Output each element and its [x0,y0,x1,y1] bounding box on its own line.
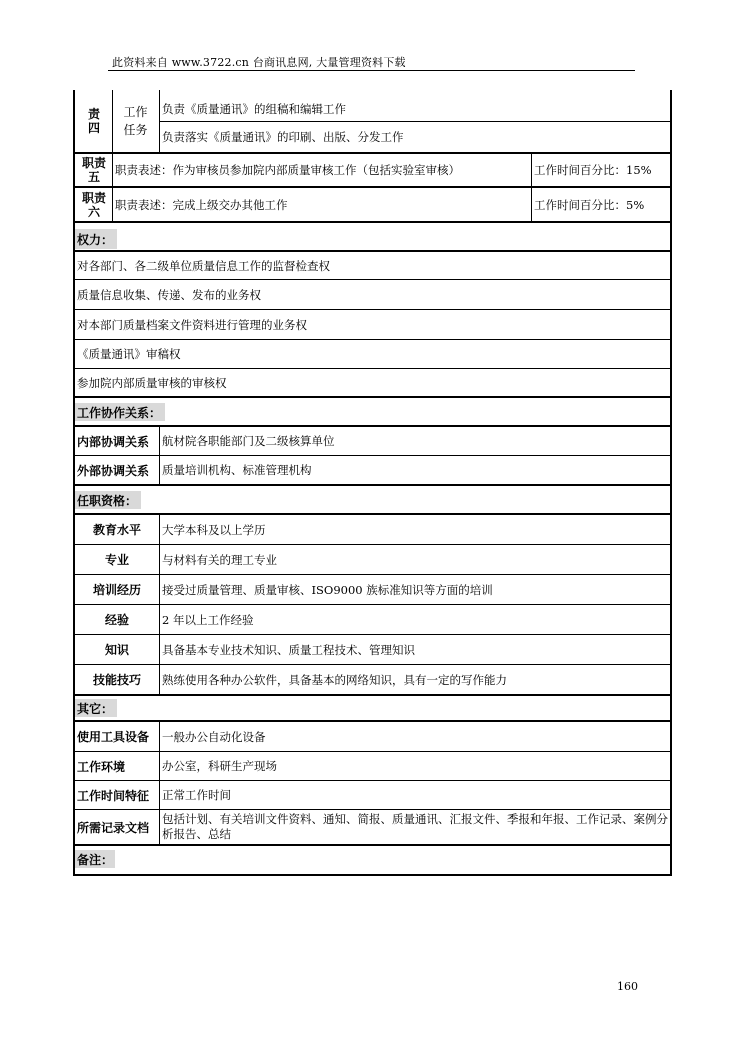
other-value-records: 包括计划、有关培训文件资料、通知、简报、质量通讯、汇报文件、季报和年报、工作记录、案例分析报告、总结 [162,812,668,841]
duty6-time-percentage: 工作时间百分比：5% [534,197,645,212]
qualification-section-title: 任职资格： [75,491,141,509]
other-value-work-hours: 正常工作时间 [162,788,231,802]
qualification-label-education: 教育水平 [92,523,141,537]
qualification-value-knowledge: 具备基本专业技术知识、质量工程技术、管理知识 [162,642,415,657]
duty6-label-line1: 职责 [81,190,106,205]
duty4-task-label [113,90,158,152]
qualification-label-experience: 经验 [104,613,129,627]
other-label-work-hours: 工作时间特征 [77,788,150,803]
authority-item-3: 对本部门质量档案文件资料进行管理的业务权 [77,317,307,332]
other-label-records: 所需记录文档 [77,820,150,835]
other-label-equipment: 使用工具设备 [77,730,150,744]
duty4-item-1: 负责《质量通讯》的组稿和编辑工作 [162,102,346,116]
qualification-label-knowledge: 知识 [104,643,129,657]
duty4-item-2: 负责落实《质量通讯》的印刷、出版、分发工作 [162,129,404,144]
duty5-description: 职责表述：作为审核员参加院内部质量审核工作（包括实验室审核） [115,163,460,177]
page-number: 160 [617,980,638,993]
duty4-label-line1: 责 [87,107,100,121]
other-value-equipment: 一般办公自动化设备 [162,729,266,744]
other-value-environment: 办公室，科研生产现场 [162,759,277,773]
duty4-task-line1: 工作 [123,105,148,119]
other-section-title: 其它： [75,699,117,717]
duty5-label-line1: 职责 [81,156,106,170]
duty5-time-percentage: 工作时间百分比：15% [534,163,652,177]
duty5-label-line2: 五 [87,170,100,184]
remarks-section-title: 备注： [75,850,115,868]
duty4-label-line2: 四 [87,121,100,135]
qualification-value-training: 接受过质量管理、质量审核、ISO9000 族标准知识等方面的培训 [162,582,493,597]
qualification-value-education: 大学本科及以上学历 [162,522,266,537]
qualification-label-skills: 技能技巧 [92,673,141,687]
other-label-environment: 工作环境 [77,759,126,774]
cooperation-section-title: 工作协作关系： [75,403,165,421]
duty4-task-line2: 任务 [123,123,148,137]
duty6-label-line2: 六 [87,204,100,219]
authority-item-1: 对各部门、各二级单位质量信息工作的监督检查权 [77,258,330,273]
duty6-description: 职责表述：完成上级交办其他工作 [115,197,288,212]
authority-item-5: 参加院内部质量审核的审核权 [77,375,227,390]
external-coordination-label: 外部协调关系 [77,463,150,478]
duty4-label [75,90,113,152]
page-header: 此资料来自 www.3722.cn 台商讯息网, 大量管理资料下载 [112,56,406,69]
header-divider [108,70,635,71]
authority-item-4: 《质量通讯》审稿权 [77,347,181,361]
duty6-label [75,188,113,221]
authority-item-2: 质量信息收集、传递、发布的业务权 [77,287,261,302]
internal-coordination-label: 内部协调关系 [77,434,150,449]
external-coordination-value: 质量培训机构、标准管理机构 [162,463,312,477]
qualification-value-experience: 2 年以上工作经验 [162,612,254,627]
qualification-value-skills: 熟练使用各种办公软件，具备基本的网络知识，具有一定的写作能力 [162,672,507,687]
job-description-table [73,90,672,876]
duty5-label [75,154,113,186]
qualification-value-major: 与材料有关的理工专业 [162,552,277,567]
qualification-label-major: 专业 [104,553,129,567]
qualification-label-training: 培训经历 [92,583,141,597]
authority-section-title: 权力： [75,229,117,249]
internal-coordination-value: 航材院各职能部门及二级核算单位 [162,434,335,448]
